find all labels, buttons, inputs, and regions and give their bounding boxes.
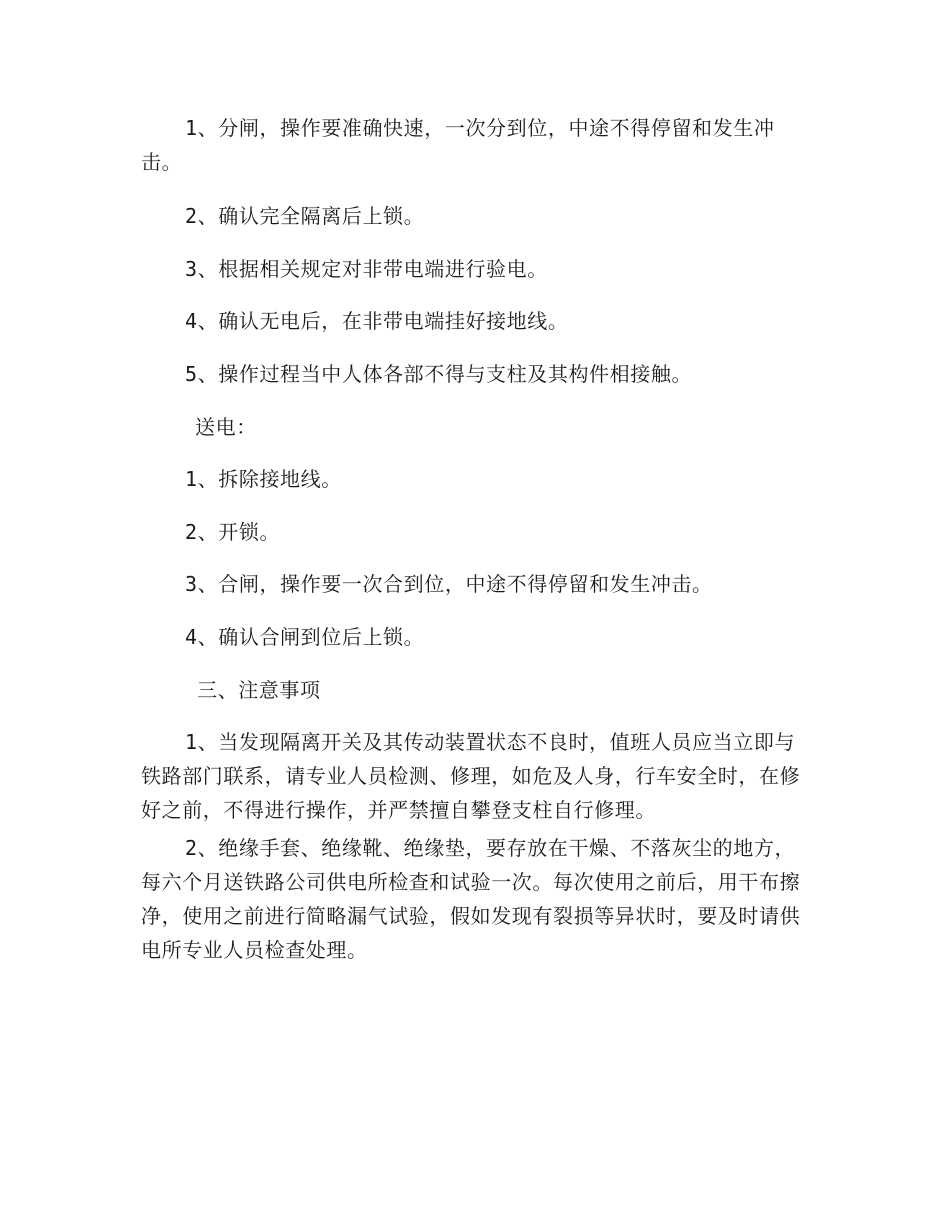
paragraph-precaution-1: 1、当发现隔离开关及其传动装置状态不良时，值班人员应当立即与铁路部门联系，请专业人员检测、修理，如危及人身，行车安全时，在修好之前，不得进行操作，并严禁擅自攀登支柱自行修理。 [141, 730, 801, 822]
section-subheading-power-on: 送电： [195, 415, 257, 439]
paragraph-step-2-lock: 2、确认完全隔离后上锁。 [185, 204, 425, 228]
paragraph-power-on-step-2: 2、开锁。 [185, 520, 281, 544]
paragraph-power-on-step-1: 1、拆除接地线。 [185, 467, 342, 491]
section-heading-precautions: 三、注意事项 [197, 678, 321, 702]
paragraph-step-3-verify: 3、根据相关规定对非带电端进行验电。 [185, 257, 548, 281]
paragraph-power-on-step-4: 4、确认合闸到位后上锁。 [185, 625, 425, 649]
paragraph-step-4-ground: 4、确认无电后，在非带电端挂好接地线。 [185, 309, 569, 333]
paragraph-step-1-open-switch: 1、分闸，操作要准确快速，一次分到位，中途不得停留和发生冲击。 [141, 116, 775, 174]
paragraph-power-on-step-3: 3、合闸，操作要一次合到位，中途不得停留和发生冲击。 [185, 572, 713, 596]
paragraph-precaution-2: 2、绝缘手套、绝缘靴、绝缘垫，要存放在干燥、不落灰尘的地方，每六个月送铁路公司供电所检查和试验一次。每次使用之前后，用干布擦净，使用之前进行简略漏气试验，假如发现有裂损等异状时，要及时请供电所专业人员检查处理。 [141, 836, 801, 962]
paragraph-step-5-no-contact: 5、操作过程当中人体各部不得与支柱及其构件相接触。 [185, 362, 693, 386]
